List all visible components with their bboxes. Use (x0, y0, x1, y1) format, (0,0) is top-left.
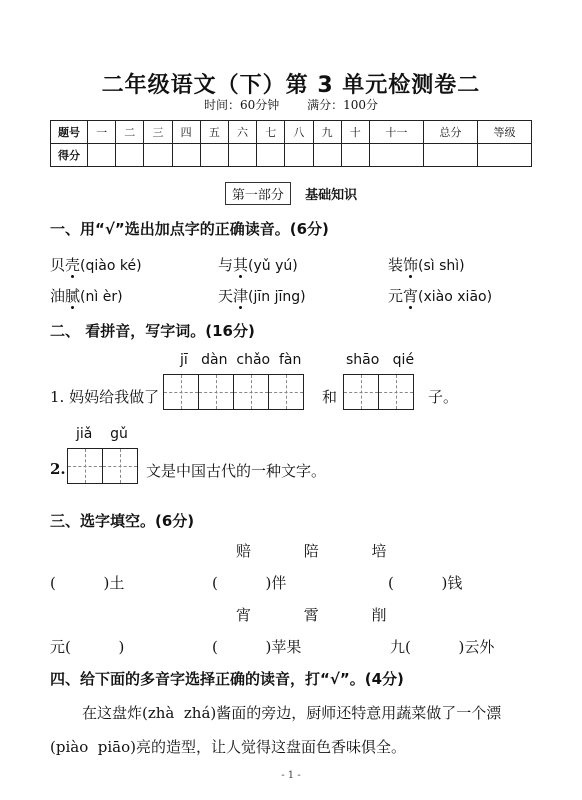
exam-info (0, 96, 582, 113)
score-table-cell: 六 (228, 121, 256, 144)
part-label-box: 第一部分 (225, 182, 291, 205)
q2-line2-pinyin: jiǎ gǔ (76, 426, 128, 442)
q1-item-2[interactable] (218, 254, 298, 275)
q1-item-dotted-char: 津 (233, 287, 249, 305)
score-table (50, 120, 532, 167)
q1-item-6[interactable] (388, 285, 492, 306)
q2-line1-connector: 和 (322, 388, 338, 406)
q1-item-char: 贝 (50, 256, 66, 274)
q1-item-char: 元 (388, 287, 404, 305)
score-entry-cell[interactable] (88, 144, 116, 167)
q3-group1-chars: 赔 陪 培 (236, 542, 411, 560)
score-table-score-row (51, 144, 532, 167)
score-table-cell: 九 (313, 121, 341, 144)
q1-item-char: 天 (218, 287, 234, 305)
writing-box[interactable] (102, 448, 138, 484)
part-heading (0, 182, 582, 205)
q2-line2-end: 文是中国古代的一种文字。 (146, 462, 327, 480)
score-entry-cell[interactable] (285, 144, 313, 167)
score-table-cell: 五 (200, 121, 228, 144)
q1-item-char: 与 (218, 256, 234, 274)
q2-answer-grid-2[interactable] (344, 374, 414, 410)
q1-item-pinyin-options: (qiào ké) (80, 258, 142, 274)
writing-box[interactable] (163, 374, 199, 410)
question-2-title: 二、 看拼音，写字词。(16分) (50, 322, 255, 340)
question-3-title: 三、选字填空。(6分) (50, 512, 195, 530)
writing-box[interactable] (67, 448, 103, 484)
score-table-cell: 七 (257, 121, 285, 144)
q1-item-dotted-char: 腻 (65, 287, 81, 305)
question-4-title: 四、给下面的多音字选择正确的读音，打“√”。(4分) (50, 670, 404, 688)
q1-item-pinyin-options: (xiào xiāo) (418, 289, 493, 305)
time-info: 时间：60分钟 (203, 98, 280, 112)
score-table-cell: 总分 (423, 121, 477, 144)
q1-item-pinyin-options: (sì shì) (418, 258, 465, 274)
score-table-cell: 十一 (369, 121, 423, 144)
score-table-cell: 十 (341, 121, 369, 144)
score-entry-cell[interactable] (369, 144, 423, 167)
score-entry-cell[interactable] (116, 144, 144, 167)
q1-item-4[interactable] (50, 285, 123, 306)
q2-answer-grid-3[interactable] (68, 448, 138, 484)
q3-group2-chars: 宵 霄 削 (236, 606, 411, 624)
page-title: 二年级语文（下）第 3 单元检测卷二 (101, 73, 481, 98)
writing-box[interactable] (378, 374, 414, 410)
writing-box[interactable] (268, 374, 304, 410)
score-entry-cell[interactable] (228, 144, 256, 167)
q1-item-dotted-char: 宵 (403, 287, 419, 305)
score-table-header-row (51, 121, 532, 144)
q1-item-dotted-char: 饰 (403, 256, 419, 274)
writing-box[interactable] (343, 374, 379, 410)
q2-line2-label: 2. (50, 460, 66, 478)
q3-blank[interactable]: ( )伴 (212, 574, 287, 592)
q2-line1-end: 子。 (428, 388, 459, 406)
score-entry-cell[interactable] (423, 144, 477, 167)
score-table-cell: 三 (144, 121, 172, 144)
q2-line1-pinyin-a: jī dàn chǎo fàn (180, 352, 302, 368)
q3-blank[interactable]: 元( ) (50, 638, 125, 656)
score-entry-cell[interactable] (341, 144, 369, 167)
q4-paragraph-line-1: 在这盘炸(zhà zhá)酱面的旁边，厨师还特意用蔬菜做了一个漂 (82, 704, 502, 722)
q2-line1-label: 1. 妈妈给我做了 (50, 388, 160, 406)
writing-box[interactable] (233, 374, 269, 410)
score-entry-cell[interactable] (477, 144, 531, 167)
q1-item-dotted-char: 壳 (65, 256, 81, 274)
score-table-cell: 四 (172, 121, 200, 144)
q3-blank[interactable]: 九( )云外 (390, 638, 495, 656)
q1-item-pinyin-options: (nì èr) (80, 289, 123, 305)
q1-item-1[interactable] (50, 254, 142, 275)
score-entry-cell[interactable] (172, 144, 200, 167)
q1-item-5[interactable] (218, 285, 306, 306)
score-entry-cell[interactable] (200, 144, 228, 167)
part-name: 基础知识 (305, 188, 358, 203)
score-table-cell: 一 (88, 121, 116, 144)
q1-item-char: 装 (388, 256, 404, 274)
q1-item-pinyin-options: (jīn jīng) (248, 289, 306, 305)
q1-item-char: 油 (50, 287, 66, 305)
q1-item-dotted-char: 其 (233, 256, 249, 274)
q4-paragraph-line-2: (piào piāo)亮的造型，让人觉得这盘面色香味俱全。 (50, 738, 406, 756)
score-entry-cell[interactable] (313, 144, 341, 167)
q2-line1-pinyin-b: shāo qié (346, 352, 415, 368)
writing-box[interactable] (198, 374, 234, 410)
q1-item-3[interactable] (388, 254, 465, 275)
q3-blank[interactable]: ( )苹果 (212, 638, 302, 656)
q2-answer-grid-1[interactable] (164, 374, 304, 410)
score-info: 满分：100分 (307, 98, 378, 112)
score-entry-cell[interactable] (257, 144, 285, 167)
page-number: - 1 - (281, 770, 301, 781)
q1-item-pinyin-options: (yǔ yú) (248, 258, 298, 274)
score-table-cell: 题号 (51, 121, 88, 144)
score-entry-cell[interactable] (144, 144, 172, 167)
q3-blank[interactable]: ( )土 (50, 574, 125, 592)
q3-blank[interactable]: ( )钱 (388, 574, 463, 592)
score-table-cell: 等级 (477, 121, 531, 144)
score-row-label: 得分 (51, 144, 88, 167)
question-1-title: 一、用“√”选出加点字的正确读音。(6分) (50, 220, 329, 238)
score-table-cell: 二 (116, 121, 144, 144)
score-table-cell: 八 (285, 121, 313, 144)
